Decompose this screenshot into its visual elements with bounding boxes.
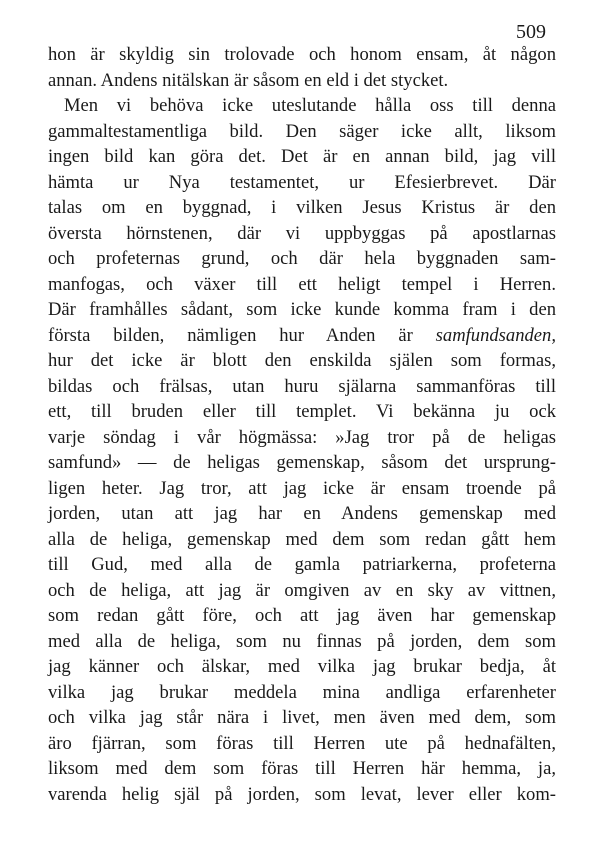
text-line: till Gud, med alla de gamla patriarkerna, profeterna: [48, 554, 556, 575]
text-line: jag känner och älskar, med vilka jag brukar bedja, åt: [48, 656, 556, 677]
text-line: samfund» — de heligas gemenskap, såsom det ursprung-: [48, 452, 556, 473]
text-line: manfogas, och växer till ett heligt tempel i Herren.: [48, 273, 556, 295]
text-line: alla de heliga, gemenskap med dem som redan gått hem: [48, 528, 556, 550]
text-line: hon är skyldig sin trolovade och honom ensam, åt någon: [48, 44, 556, 65]
text-line: som redan gått före, och att jag även har gemenskap: [48, 605, 556, 626]
text-line: gammaltestamentliga bild. Den säger icke allt, liksom: [48, 120, 556, 142]
text-line: och profeternas grund, och där hela byggnaden sam-: [48, 248, 556, 269]
text-line: varenda helig själ på jorden, som levat, lever eller kom-: [48, 783, 556, 805]
text-line: jorden, utan att jag har en Andens gemenskap med: [48, 503, 556, 524]
text-line: Där framhålles sådant, som icke kunde komma fram i den: [48, 299, 556, 320]
text-line: och vilka jag står nära i livet, men även med dem, som: [48, 707, 556, 728]
text-line: liksom med dem som föras till Herren här hemma, ja,: [48, 758, 556, 779]
text-line: varje söndag i vår högmässa: »Jag tror på de heligas: [48, 426, 556, 448]
body-text: [48, 42, 556, 807]
text-line: Men vi behöva icke uteslutande hålla oss till denna: [64, 95, 556, 116]
italic-term: samfundsanden,: [435, 324, 556, 346]
text-line: och de heliga, att jag är omgiven av en sky av vittnen,: [48, 579, 556, 601]
text-line: äro fjärran, som föras till Herren ute på hednafälten,: [48, 732, 556, 754]
text-line: [48, 323, 556, 349]
text-line: hur det icke är blott den enskilda själen som formas,: [48, 350, 556, 371]
text-line: översta hörnstenen, där vi uppbyggas på apostlarnas: [48, 222, 556, 244]
text-line: med alla de heliga, som nu finnas på jorden, dem som: [48, 630, 556, 652]
text-line: ett, till bruden eller till templet. Vi bekänna ju ock: [48, 401, 556, 422]
text-line: vilka jag brukar meddela mina andliga erfarenheter: [48, 681, 556, 703]
text-line: talas om en byggnad, i vilken Jesus Kristus är den: [48, 197, 556, 218]
text-line: ingen bild kan göra det. Det är en annan bild, jag vill: [48, 146, 556, 167]
text-line: bildas och frälsas, utan huru själarna sammanföras till: [48, 375, 556, 397]
page-number: 509: [516, 21, 546, 43]
text-line-segment: första bilden, nämligen hur Anden är: [48, 324, 436, 346]
text-line: annan. Andens nitälskan är såsom en eld i det stycket.: [48, 69, 449, 91]
text-line: ligen heter. Jag tror, att jag icke är ensam troende på: [48, 477, 556, 499]
text-line: hämta ur Nya testamentet, ur Efesierbrevet. Där: [48, 171, 556, 193]
